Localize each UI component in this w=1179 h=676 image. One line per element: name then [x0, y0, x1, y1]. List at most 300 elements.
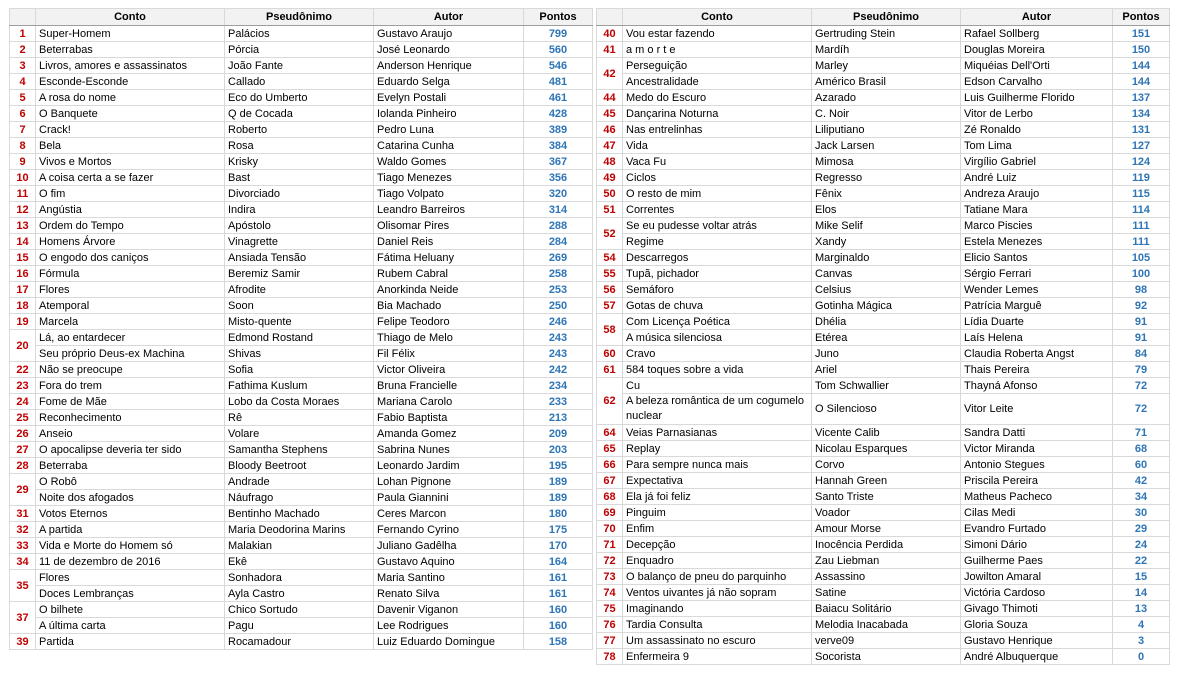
conto-cell: Vida [623, 138, 812, 154]
pseudonimo-cell: Bloody Beetroot [225, 458, 374, 474]
autor-cell: Ceres Marcon [374, 506, 524, 522]
autor-cell: Amanda Gomez [374, 426, 524, 442]
pontos-cell: 98 [1113, 282, 1170, 298]
autor-cell: Tom Lima [961, 138, 1113, 154]
rank-cell: 39 [10, 634, 36, 650]
pseudonimo-cell: Náufrago [225, 490, 374, 506]
autor-cell: Fil Félix [374, 346, 524, 362]
autor-cell: Juliano Gadêlha [374, 538, 524, 554]
autor-cell: Elicio Santos [961, 250, 1113, 266]
conto-cell: Homens Árvore [36, 234, 225, 250]
pseudonimo-cell: Gotinha Mágica [812, 298, 961, 314]
autor-cell: Gustavo Araujo [374, 26, 524, 42]
pontos-cell: 4 [1113, 617, 1170, 633]
conto-cell: Atemporal [36, 298, 225, 314]
pontos-cell: 71 [1113, 425, 1170, 441]
pontos-cell: 160 [524, 602, 593, 618]
pontos-cell: 461 [524, 90, 593, 106]
table-row [597, 569, 1170, 585]
autor-cell: Thiago de Melo [374, 330, 524, 346]
header-conto: Conto [36, 9, 225, 26]
rank-cell: 23 [10, 378, 36, 394]
conto-cell: Enfim [623, 521, 812, 537]
pseudonimo-cell: Soon [225, 298, 374, 314]
autor-cell: Sabrina Nunes [374, 442, 524, 458]
pontos-cell: 22 [1113, 553, 1170, 569]
conto-cell: 11 de dezembro de 2016 [36, 554, 225, 570]
table-row [597, 649, 1170, 665]
pseudonimo-cell: Ansiada Tensão [225, 250, 374, 266]
rank-cell: 64 [597, 425, 623, 441]
conto-cell: O bilhete [36, 602, 225, 618]
conto-cell: A música silenciosa [623, 330, 812, 346]
pontos-cell: 115 [1113, 186, 1170, 202]
pontos-cell: 253 [524, 282, 593, 298]
conto-cell: Pinguim [623, 505, 812, 521]
table-row [597, 74, 1170, 90]
pseudonimo-cell: Baiacu Solitário [812, 601, 961, 617]
rank-cell: 22 [10, 362, 36, 378]
rank-cell: 3 [10, 58, 36, 74]
table-row [597, 346, 1170, 362]
autor-cell: Anderson Henrique [374, 58, 524, 74]
rank-cell: 76 [597, 617, 623, 633]
autor-cell: Lohan Pignone [374, 474, 524, 490]
autor-cell: Maria Santino [374, 570, 524, 586]
rank-cell: 16 [10, 266, 36, 282]
pseudonimo-cell: Fathima Kuslum [225, 378, 374, 394]
rank-cell: 73 [597, 569, 623, 585]
autor-cell: Bruna Francielle [374, 378, 524, 394]
conto-cell: Anseio [36, 426, 225, 442]
conto-cell: Vida e Morte do Homem só [36, 538, 225, 554]
rank-cell: 71 [597, 537, 623, 553]
pontos-cell: 15 [1113, 569, 1170, 585]
table-row [10, 538, 593, 554]
conto-cell: O Robô [36, 474, 225, 490]
pseudonimo-cell: Maria Deodorina Marins [225, 522, 374, 538]
pontos-cell: 284 [524, 234, 593, 250]
pseudonimo-cell: Satine [812, 585, 961, 601]
conto-cell: O Banquete [36, 106, 225, 122]
pontos-cell: 170 [524, 538, 593, 554]
pseudonimo-cell: Corvo [812, 457, 961, 473]
pontos-cell: 243 [524, 330, 593, 346]
conto-cell: Reconhecimento [36, 410, 225, 426]
conto-cell: Perseguição [623, 58, 812, 74]
pontos-cell: 546 [524, 58, 593, 74]
pseudonimo-cell: Regresso [812, 170, 961, 186]
pontos-cell: 131 [1113, 122, 1170, 138]
header-autor: Autor [374, 9, 524, 26]
conto-cell: Ventos uivantes já não sopram [623, 585, 812, 601]
autor-cell: Rafael Sollberg [961, 26, 1113, 42]
pontos-cell: 84 [1113, 346, 1170, 362]
rank-cell: 69 [597, 505, 623, 521]
table-row [10, 394, 593, 410]
table-row [10, 154, 593, 170]
pontos-cell: 195 [524, 458, 593, 474]
conto-cell: Veias Parnasianas [623, 425, 812, 441]
rank-cell: 50 [597, 186, 623, 202]
rank-cell: 10 [10, 170, 36, 186]
conto-cell: Nas entrelinhas [623, 122, 812, 138]
rank-cell: 20 [10, 330, 36, 362]
table-row [10, 458, 593, 474]
pseudonimo-cell: Américo Brasil [812, 74, 961, 90]
pseudonimo-cell: Juno [812, 346, 961, 362]
conto-cell: Semáforo [623, 282, 812, 298]
rank-cell: 41 [597, 42, 623, 58]
conto-cell: Correntes [623, 202, 812, 218]
pontos-cell: 428 [524, 106, 593, 122]
pontos-cell: 242 [524, 362, 593, 378]
conto-cell: Replay [623, 441, 812, 457]
autor-cell: Sandra Datti [961, 425, 1113, 441]
pontos-cell: 151 [1113, 26, 1170, 42]
conto-cell: Seu próprio Deus-ex Machina [36, 346, 225, 362]
conto-cell: Votos Eternos [36, 506, 225, 522]
pseudonimo-cell: Marley [812, 58, 961, 74]
autor-cell: Claudia Roberta Angst [961, 346, 1113, 362]
pseudonimo-cell: Rosa [225, 138, 374, 154]
pseudonimo-cell: Vinagrette [225, 234, 374, 250]
conto-cell: Cu [623, 378, 812, 394]
pseudonimo-cell: Sofia [225, 362, 374, 378]
table-row [10, 522, 593, 538]
autor-cell: Fabio Baptista [374, 410, 524, 426]
rank-cell: 67 [597, 473, 623, 489]
autor-cell: Cilas Medi [961, 505, 1113, 521]
conto-cell: Livros, amores e assassinatos [36, 58, 225, 74]
rank-cell: 51 [597, 202, 623, 218]
pontos-cell: 213 [524, 410, 593, 426]
conto-cell: Descarregos [623, 250, 812, 266]
rank-cell: 13 [10, 218, 36, 234]
pontos-cell: 234 [524, 378, 593, 394]
autor-cell: Lee Rodrigues [374, 618, 524, 634]
table-row [597, 218, 1170, 234]
pseudonimo-cell: Volare [225, 426, 374, 442]
autor-cell: Antonio Stegues [961, 457, 1113, 473]
table-row [597, 601, 1170, 617]
pseudonimo-cell: Fênix [812, 186, 961, 202]
conto-cell: Doces Lembranças [36, 586, 225, 602]
autor-cell: Virgílio Gabriel [961, 154, 1113, 170]
table-row [597, 282, 1170, 298]
autor-cell: Evandro Furtado [961, 521, 1113, 537]
pseudonimo-cell: Azarado [812, 90, 961, 106]
autor-cell: Priscila Pereira [961, 473, 1113, 489]
autor-cell: Thayná Afonso [961, 378, 1113, 394]
pontos-cell: 13 [1113, 601, 1170, 617]
rank-cell: 61 [597, 362, 623, 378]
conto-cell: O balanço de pneu do parquinho [623, 569, 812, 585]
pseudonimo-cell: Melodia Inacabada [812, 617, 961, 633]
conto-cell: Crack! [36, 122, 225, 138]
autor-cell: Simoni Dário [961, 537, 1113, 553]
pontos-cell: 209 [524, 426, 593, 442]
rank-cell: 52 [597, 218, 623, 250]
rank-cell: 65 [597, 441, 623, 457]
rank-cell: 17 [10, 282, 36, 298]
pontos-cell: 180 [524, 506, 593, 522]
pseudonimo-cell: O Silencioso [812, 394, 961, 425]
rank-cell: 14 [10, 234, 36, 250]
table-row [597, 314, 1170, 330]
table-row [10, 474, 593, 490]
rank-cell: 70 [597, 521, 623, 537]
conto-cell: Marcela [36, 314, 225, 330]
conto-cell: Tupã, pichador [623, 266, 812, 282]
table-row [10, 330, 593, 346]
table-row [597, 537, 1170, 553]
table-row [10, 346, 593, 362]
autor-cell: Tatiane Mara [961, 202, 1113, 218]
pontos-cell: 14 [1113, 585, 1170, 601]
pontos-cell: 72 [1113, 394, 1170, 425]
rank-cell: 77 [597, 633, 623, 649]
table-row [597, 234, 1170, 250]
rank-cell: 42 [597, 58, 623, 90]
conto-cell: Não se preocupe [36, 362, 225, 378]
pontos-cell: 111 [1113, 234, 1170, 250]
rank-cell: 56 [597, 282, 623, 298]
table-row [597, 633, 1170, 649]
pseudonimo-cell: Samantha Stephens [225, 442, 374, 458]
autor-cell: André Luiz [961, 170, 1113, 186]
pseudonimo-cell: Celsius [812, 282, 961, 298]
table-row [10, 314, 593, 330]
pontos-cell: 160 [524, 618, 593, 634]
pseudonimo-cell: Eco do Umberto [225, 90, 374, 106]
pontos-cell: 269 [524, 250, 593, 266]
pontos-cell: 29 [1113, 521, 1170, 537]
pseudonimo-cell: Pagu [225, 618, 374, 634]
table-row [597, 122, 1170, 138]
table-row [10, 234, 593, 250]
conto-cell: Partida [36, 634, 225, 650]
rank-cell: 34 [10, 554, 36, 570]
table-row [10, 490, 593, 506]
table-row [10, 602, 593, 618]
table-row [10, 250, 593, 266]
conto-cell: A última carta [36, 618, 225, 634]
conto-cell: Imaginando [623, 601, 812, 617]
rank-cell: 19 [10, 314, 36, 330]
pseudonimo-cell: Mimosa [812, 154, 961, 170]
table-row [10, 362, 593, 378]
pseudonimo-cell: Tom Schwallier [812, 378, 961, 394]
conto-cell: O fim [36, 186, 225, 202]
autor-cell: Daniel Reis [374, 234, 524, 250]
table-row [597, 202, 1170, 218]
conto-cell: Flores [36, 570, 225, 586]
pontos-cell: 243 [524, 346, 593, 362]
rank-cell: 48 [597, 154, 623, 170]
rank-cell: 28 [10, 458, 36, 474]
pontos-cell: 127 [1113, 138, 1170, 154]
conto-cell: Beterrabas [36, 42, 225, 58]
pseudonimo-cell: Shivas [225, 346, 374, 362]
ranking-table-right [596, 8, 1170, 665]
conto-cell: Super-Homem [36, 26, 225, 42]
pseudonimo-cell: Santo Triste [812, 489, 961, 505]
conto-cell: O resto de mim [623, 186, 812, 202]
table-row [10, 42, 593, 58]
pontos-cell: 119 [1113, 170, 1170, 186]
pseudonimo-cell: Marginaldo [812, 250, 961, 266]
pseudonimo-cell: João Fante [225, 58, 374, 74]
table-row [10, 170, 593, 186]
ranking-body-left [10, 26, 593, 650]
autor-cell: Luis Guilherme Florido [961, 90, 1113, 106]
pseudonimo-cell: Ariel [812, 362, 961, 378]
conto-cell: O engodo dos caniços [36, 250, 225, 266]
rank-cell: 75 [597, 601, 623, 617]
header-pontos: Pontos [1113, 9, 1170, 26]
autor-cell: Estela Menezes [961, 234, 1113, 250]
conto-cell: a m o r t e [623, 42, 812, 58]
autor-cell: Jowilton Amaral [961, 569, 1113, 585]
conto-cell: Vivos e Mortos [36, 154, 225, 170]
rank-cell: 18 [10, 298, 36, 314]
autor-cell: Matheus Pacheco [961, 489, 1113, 505]
table-row [597, 505, 1170, 521]
conto-cell: 584 toques sobre a vida [623, 362, 812, 378]
pontos-cell: 161 [524, 570, 593, 586]
pontos-cell: 3 [1113, 633, 1170, 649]
conto-cell: Ciclos [623, 170, 812, 186]
pseudonimo-cell: Palácios [225, 26, 374, 42]
pseudonimo-cell: Callado [225, 74, 374, 90]
table-row [10, 570, 593, 586]
pseudonimo-cell: Rê [225, 410, 374, 426]
table-row [597, 58, 1170, 74]
rank-cell: 33 [10, 538, 36, 554]
autor-cell: Gustavo Aquino [374, 554, 524, 570]
pseudonimo-cell: Elos [812, 202, 961, 218]
table-row [10, 138, 593, 154]
table-row [10, 426, 593, 442]
conto-cell: O apocalipse deveria ter sido [36, 442, 225, 458]
conto-cell: Ordem do Tempo [36, 218, 225, 234]
table-row [10, 618, 593, 634]
pontos-cell: 250 [524, 298, 593, 314]
table-row [597, 362, 1170, 378]
table-row [597, 26, 1170, 42]
pontos-cell: 134 [1113, 106, 1170, 122]
rank-cell: 25 [10, 410, 36, 426]
autor-cell: Iolanda Pinheiro [374, 106, 524, 122]
pontos-cell: 124 [1113, 154, 1170, 170]
rank-cell: 68 [597, 489, 623, 505]
pontos-cell: 233 [524, 394, 593, 410]
table-row [10, 90, 593, 106]
autor-cell: André Albuquerque [961, 649, 1113, 665]
rank-cell: 78 [597, 649, 623, 665]
pontos-cell: 258 [524, 266, 593, 282]
table-row [597, 457, 1170, 473]
pontos-cell: 164 [524, 554, 593, 570]
pontos-cell: 158 [524, 634, 593, 650]
pontos-cell: 30 [1113, 505, 1170, 521]
header-rank [10, 9, 36, 26]
autor-cell: José Leonardo [374, 42, 524, 58]
pseudonimo-cell: Bast [225, 170, 374, 186]
pseudonimo-cell: Sonhadora [225, 570, 374, 586]
autor-cell: Vitor de Lerbo [961, 106, 1113, 122]
autor-cell: Leandro Barreiros [374, 202, 524, 218]
pontos-cell: 560 [524, 42, 593, 58]
rank-cell: 4 [10, 74, 36, 90]
rank-cell: 46 [597, 122, 623, 138]
autor-cell: Victor Miranda [961, 441, 1113, 457]
pseudonimo-cell: Roberto [225, 122, 374, 138]
conto-cell: Regime [623, 234, 812, 250]
rank-cell: 8 [10, 138, 36, 154]
table-row [597, 266, 1170, 282]
conto-cell: A coisa certa a se fazer [36, 170, 225, 186]
rank-cell: 60 [597, 346, 623, 362]
rank-cell: 6 [10, 106, 36, 122]
autor-cell: Edson Carvalho [961, 74, 1113, 90]
pontos-cell: 111 [1113, 218, 1170, 234]
table-row [597, 553, 1170, 569]
pseudonimo-cell: Chico Sortudo [225, 602, 374, 618]
autor-cell: Thais Pereira [961, 362, 1113, 378]
table-row [10, 106, 593, 122]
table-row [10, 74, 593, 90]
rank-cell: 49 [597, 170, 623, 186]
table-row [10, 506, 593, 522]
pontos-cell: 42 [1113, 473, 1170, 489]
table-row [597, 90, 1170, 106]
pseudonimo-cell: Afrodite [225, 282, 374, 298]
pseudonimo-cell: Dhélia [812, 314, 961, 330]
pontos-cell: 34 [1113, 489, 1170, 505]
pontos-cell: 105 [1113, 250, 1170, 266]
table-row [597, 298, 1170, 314]
pontos-cell: 384 [524, 138, 593, 154]
conto-cell: Angústia [36, 202, 225, 218]
pseudonimo-cell: Liliputiano [812, 122, 961, 138]
autor-cell: Luiz Eduardo Domingue [374, 634, 524, 650]
rank-cell: 37 [10, 602, 36, 634]
rank-cell: 66 [597, 457, 623, 473]
rank-cell: 12 [10, 202, 36, 218]
pontos-cell: 175 [524, 522, 593, 538]
header-pontos: Pontos [524, 9, 593, 26]
pseudonimo-cell: Mike Selif [812, 218, 961, 234]
autor-cell: Vitor Leite [961, 394, 1113, 425]
pontos-cell: 189 [524, 474, 593, 490]
pseudonimo-cell: Mardíh [812, 42, 961, 58]
pseudonimo-cell: Hannah Green [812, 473, 961, 489]
table-row [10, 554, 593, 570]
conto-cell: Ela já foi feliz [623, 489, 812, 505]
table-row [597, 585, 1170, 601]
table-row [10, 634, 593, 650]
conto-cell: Medo do Escuro [623, 90, 812, 106]
pontos-cell: 481 [524, 74, 593, 90]
header-row [10, 9, 593, 26]
conto-cell: A rosa do nome [36, 90, 225, 106]
rank-cell: 11 [10, 186, 36, 202]
rank-cell: 24 [10, 394, 36, 410]
rank-cell: 35 [10, 570, 36, 602]
pseudonimo-cell: Rocamadour [225, 634, 374, 650]
